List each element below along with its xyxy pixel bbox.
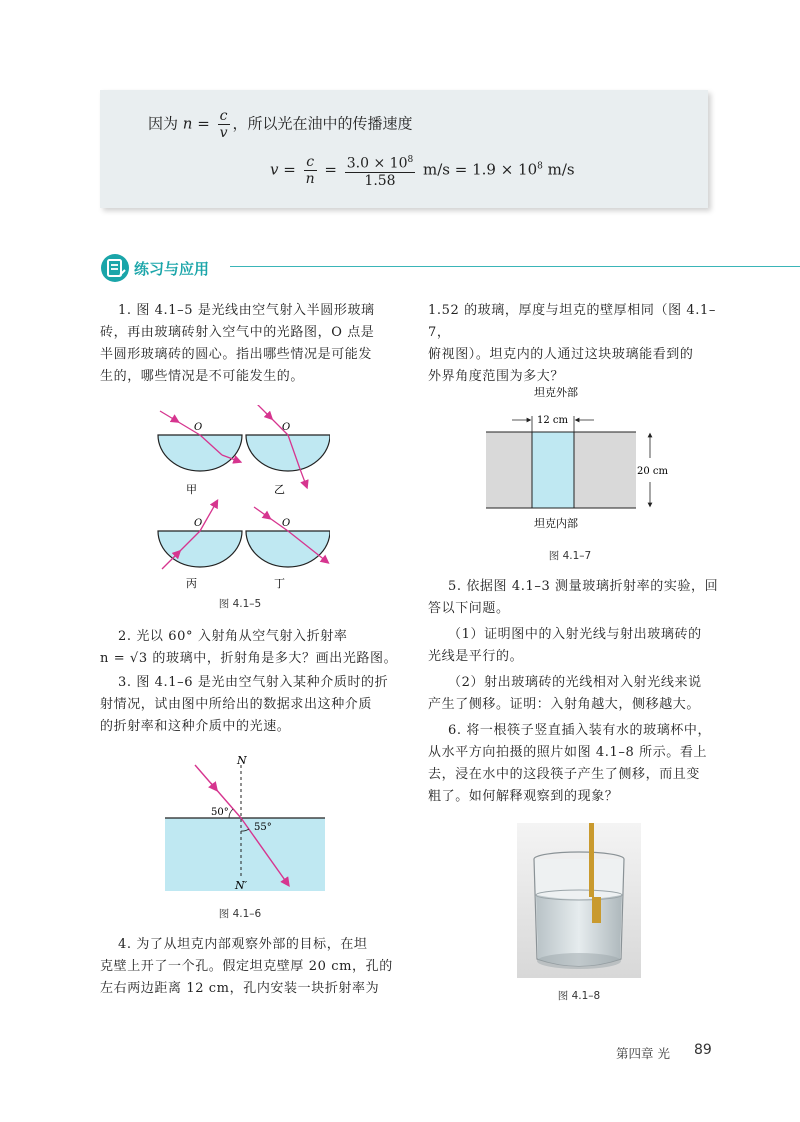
label-yi: 乙 <box>274 483 285 496</box>
label-ding: 丁 <box>274 577 285 590</box>
question-3: 3. 图 4.1–6 是光由空气射入某种介质时的折 射情况，试由图中所给出的数据求出这种介质 的折射率和这种介质中的光速。 <box>100 675 389 734</box>
angle-50: 50° <box>211 807 229 818</box>
question-5-part-2: （2）射出玻璃砖的光线相对入射光线来说 产生了侧移。证明：入射角越大，侧移越大。 <box>428 675 702 712</box>
question-1: 1. 图 4.1–5 是光线由空气射入半圆形玻璃 砖，再由玻璃砖射入空气中的光路图，O 点是 半圆形玻璃砖的圆心。指出哪些情况是可能发 生的，哪些情况是不可能发生的。 <box>100 303 375 384</box>
question-5-part-1: （1）证明图中的入射光线与射出玻璃砖的 光线是平行的。 <box>428 627 702 664</box>
label-o-b: O <box>282 422 291 433</box>
fraction-value: $\frac{3.0 \times 10^8}{1.58}$ <box>345 152 415 189</box>
question-4: 4. 为了从坦克内部观察外部的目标，在坦 克壁上开了一个孔。假定坦克壁厚 20 cm，孔的 左右两边距离 12 cm，孔内安装一块折射率为 <box>100 937 393 996</box>
fraction-c-over-n: $\frac{c}{n}$ <box>305 153 315 187</box>
caption-4-1-5: 图 4.1–5 <box>218 598 262 610</box>
question-6: 6. 将一根筷子竖直插入装有水的玻璃杯中， 从水平方向拍摄的照片如图 4.1–8 所示。看上 去，浸在水中的这段筷子产生了侧移，而且变 粗了。如何解释观察到的现象？ <box>428 723 712 804</box>
label-jia: 甲 <box>186 483 197 496</box>
section-rule <box>230 266 800 267</box>
question-2: 2. 光以 60° 入射角从空气射入折射率 n = √3 的玻璃中，折射角是多大？画出光路图。 <box>100 629 398 666</box>
fraction-c-over-v: $\frac{c}{v}$ <box>219 108 228 141</box>
label-outside: 坦克外部 <box>534 386 578 399</box>
caption-4-1-7: 图 4.1–7 <box>548 550 592 562</box>
question-5: 5. 依据图 4.1–3 测量玻璃折射率的实验，回 答以下问题。 <box>428 579 719 616</box>
label-n: N <box>237 755 247 767</box>
exercise-icon <box>100 253 130 283</box>
label-o-d: O <box>282 518 291 529</box>
caption-4-1-8: 图 4.1–8 <box>557 990 601 1002</box>
formula-line-1: 因为 n = $\frac{c}{v}$ ，所以光在油中的传播速度 <box>148 108 413 141</box>
figure-4-1-5 <box>150 405 330 595</box>
label-inside: 坦克内部 <box>534 517 578 530</box>
label-o-c: O <box>194 518 203 529</box>
label-thickness: 20 cm <box>637 466 668 477</box>
label-width: 12 cm <box>537 415 568 426</box>
formula-line-2: v = $\frac{c}{n}$ = $\frac{3.0 \times 10^8}{1.58}$ $m/s = 1.9 \times 10^8$ m/s <box>270 153 575 189</box>
label-o-a: O <box>194 422 203 433</box>
figure-4-1-7 <box>480 380 670 530</box>
figure-4-1-6 <box>165 755 325 895</box>
caption-4-1-6: 图 4.1–6 <box>218 908 262 920</box>
question-4-continued: 1.52 的玻璃，厚度与坦克的壁厚相同（图 4.1–7， 俯视图）。坦克内的人通过这块玻璃能看到的 外界角度范围为多大？ <box>428 303 716 384</box>
angle-55: 55° <box>254 822 272 833</box>
footer-chapter: 第四章 光 <box>616 1046 670 1061</box>
label-bing: 丙 <box>186 577 197 590</box>
label-n-prime: N′ <box>235 879 248 892</box>
figure-4-1-8-photo <box>517 823 641 978</box>
section-title: 练习与应用 <box>134 260 210 278</box>
page-number: 89 <box>694 1042 712 1058</box>
